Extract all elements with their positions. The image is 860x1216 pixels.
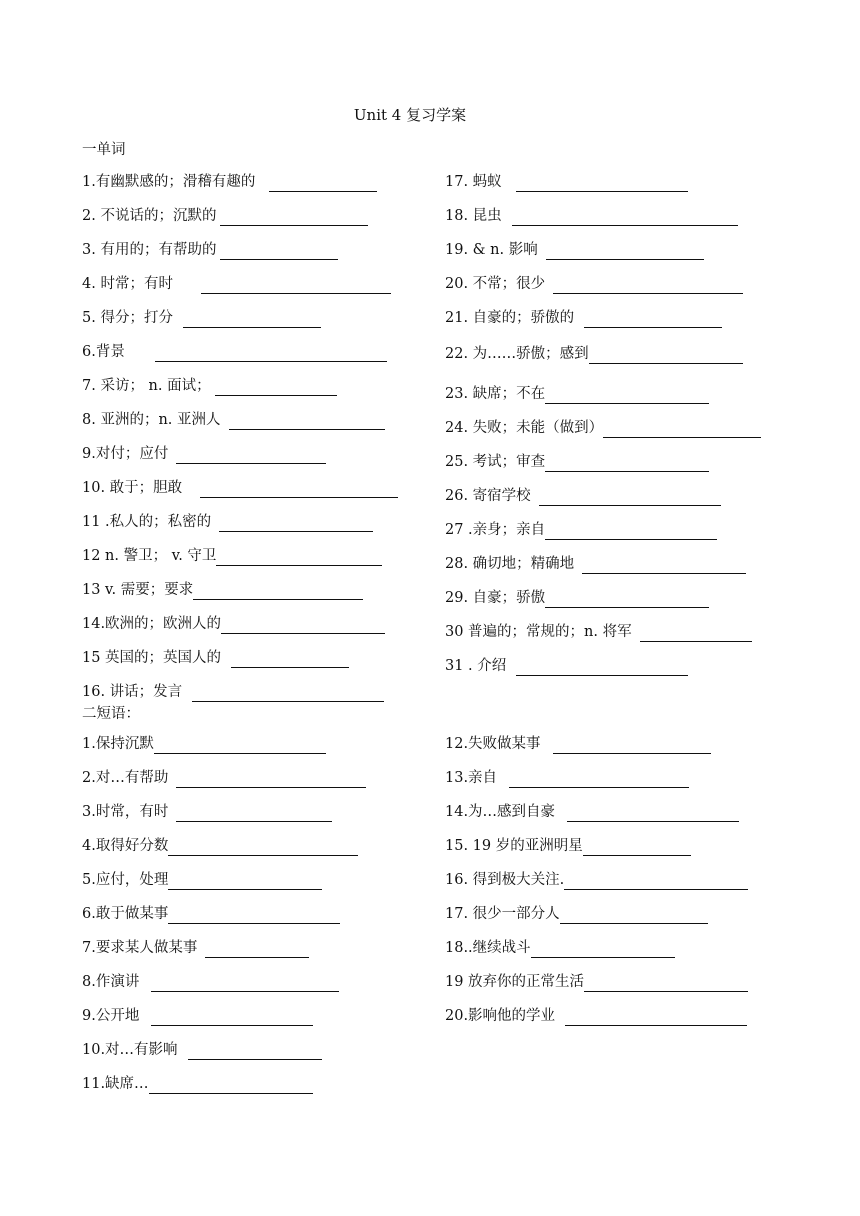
phrase-item: 16. 得到极大关注. [445,870,748,890]
answer-blank[interactable] [583,840,691,856]
section-heading-phrases: 二短语： [82,706,140,722]
answer-blank[interactable] [545,456,709,472]
vocab-item: 28. 确切地；精确地 [445,554,746,574]
answer-blank[interactable] [560,908,708,924]
answer-blank[interactable] [215,380,337,396]
answer-blank[interactable] [201,278,391,294]
vocab-item: 24. 失败；未能（做到） [445,418,761,438]
vocab-item: 4. 时常；有时 [82,274,391,294]
phrase-item: 15. 19 岁的亚洲明星 [445,836,691,856]
vocab-item: 17. 蚂蚁 [445,172,688,192]
vocab-item: 7. 采访； n. 面试； [82,376,337,396]
answer-blank[interactable] [531,942,675,958]
page-title: Unit 4 复习学案 [353,106,467,124]
answer-blank[interactable] [151,976,339,992]
vocab-item: 6.背景 [82,342,387,362]
answer-blank[interactable] [220,244,338,260]
vocab-item: 21. 自豪的；骄傲的 [445,308,722,328]
answer-blank[interactable] [603,422,761,438]
answer-blank[interactable] [231,652,349,668]
vocab-item: 13 v. 需要；要求 [82,580,363,600]
phrase-item: 13.亲自 [445,768,689,788]
phrase-item: 18..继续战斗 [445,938,675,958]
vocab-item: 14.欧洲的；欧洲人的 [82,614,385,634]
answer-blank[interactable] [192,686,384,702]
answer-blank[interactable] [545,388,709,404]
phrase-item: 14.为…感到自豪 [445,802,739,822]
answer-blank[interactable] [154,738,326,754]
vocab-item: 31 . 介绍 [445,656,688,676]
phrase-item: 7.要求某人做某事 [82,938,309,958]
answer-blank[interactable] [546,244,704,260]
answer-blank[interactable] [176,448,326,464]
answer-blank[interactable] [582,558,746,574]
phrase-item: 9.公开地 [82,1006,313,1026]
phrase-item: 1.保持沉默 [82,734,326,754]
vocab-item: 25. 考试；审查 [445,452,709,472]
vocab-item: 15 英国的；英国人的 [82,648,349,668]
phrase-item: 17. 很少一部分人 [445,904,708,924]
answer-blank[interactable] [512,210,738,226]
vocab-item: 16. 讲话；发言 [82,682,384,702]
answer-blank[interactable] [176,772,366,788]
answer-blank[interactable] [539,490,721,506]
phrase-item: 12.失败做某事 [445,734,711,754]
answer-blank[interactable] [155,346,387,362]
vocab-item: 30 普遍的；常规的；n. 将军 [445,622,752,642]
answer-blank[interactable] [567,806,739,822]
vocab-item: 26. 寄宿学校 [445,486,721,506]
phrase-item: 4.取得好分数 [82,836,358,856]
answer-blank[interactable] [229,414,385,430]
phrase-item: 8.作演讲 [82,972,339,992]
answer-blank[interactable] [545,592,709,608]
vocab-item: 29. 自豪；骄傲 [445,588,709,608]
vocab-item: 18. 昆虫 [445,206,738,226]
answer-blank[interactable] [516,660,688,676]
vocab-item: 23. 缺席；不在 [445,384,709,404]
answer-blank[interactable] [149,1078,313,1094]
answer-blank[interactable] [589,348,743,364]
phrase-item: 19 放弃你的正常生活 [445,972,748,992]
answer-blank[interactable] [219,516,373,532]
phrase-item: 11.缺席… [82,1074,313,1094]
answer-blank[interactable] [553,738,711,754]
answer-blank[interactable] [183,312,321,328]
answer-blank[interactable] [188,1044,322,1060]
answer-blank[interactable] [269,176,377,192]
vocab-item: 1.有幽默感的；滑稽有趣的 [82,172,377,192]
answer-blank[interactable] [176,806,332,822]
answer-blank[interactable] [220,210,368,226]
vocab-item: 8. 亚洲的；n. 亚洲人 [82,410,385,430]
answer-blank[interactable] [168,908,340,924]
phrase-item: 10.对…有影响 [82,1040,322,1060]
answer-blank[interactable] [509,772,689,788]
vocab-item: 19. & n. 影响 [445,240,704,260]
vocab-item: 5. 得分；打分 [82,308,321,328]
answer-blank[interactable] [168,840,358,856]
vocab-item: 3. 有用的；有帮助的 [82,240,338,260]
answer-blank[interactable] [205,942,309,958]
section-heading-vocabulary: 一单词 [82,142,126,158]
answer-blank[interactable] [200,482,398,498]
phrase-item: 2.对…有帮助 [82,768,366,788]
vocab-item: 22. 为……骄傲；感到 [445,344,743,364]
answer-blank[interactable] [564,874,748,890]
vocab-item: 11 .私人的；私密的 [82,512,373,532]
answer-blank[interactable] [193,584,363,600]
answer-blank[interactable] [545,524,717,540]
answer-blank[interactable] [553,278,743,294]
answer-blank[interactable] [584,312,722,328]
answer-blank[interactable] [640,626,752,642]
vocab-item: 12 n. 警卫； v. 守卫 [82,546,382,566]
answer-blank[interactable] [151,1010,313,1026]
phrase-item: 5.应付，处理 [82,870,322,890]
vocab-item: 9.对付；应付 [82,444,326,464]
vocab-item: 20. 不常；很少 [445,274,743,294]
answer-blank[interactable] [516,176,688,192]
answer-blank[interactable] [565,1010,747,1026]
answer-blank[interactable] [216,550,382,566]
phrase-item: 20.影响他的学业 [445,1006,747,1026]
vocab-item: 10. 敢于；胆敢 [82,478,398,498]
answer-blank[interactable] [168,874,322,890]
answer-blank[interactable] [221,618,385,634]
vocab-item: 2. 不说话的；沉默的 [82,206,368,226]
phrase-item: 6.敢于做某事 [82,904,340,924]
answer-blank[interactable] [584,976,748,992]
phrase-item: 3.时常，有时 [82,802,332,822]
vocab-item: 27 .亲身；亲自 [445,520,717,540]
